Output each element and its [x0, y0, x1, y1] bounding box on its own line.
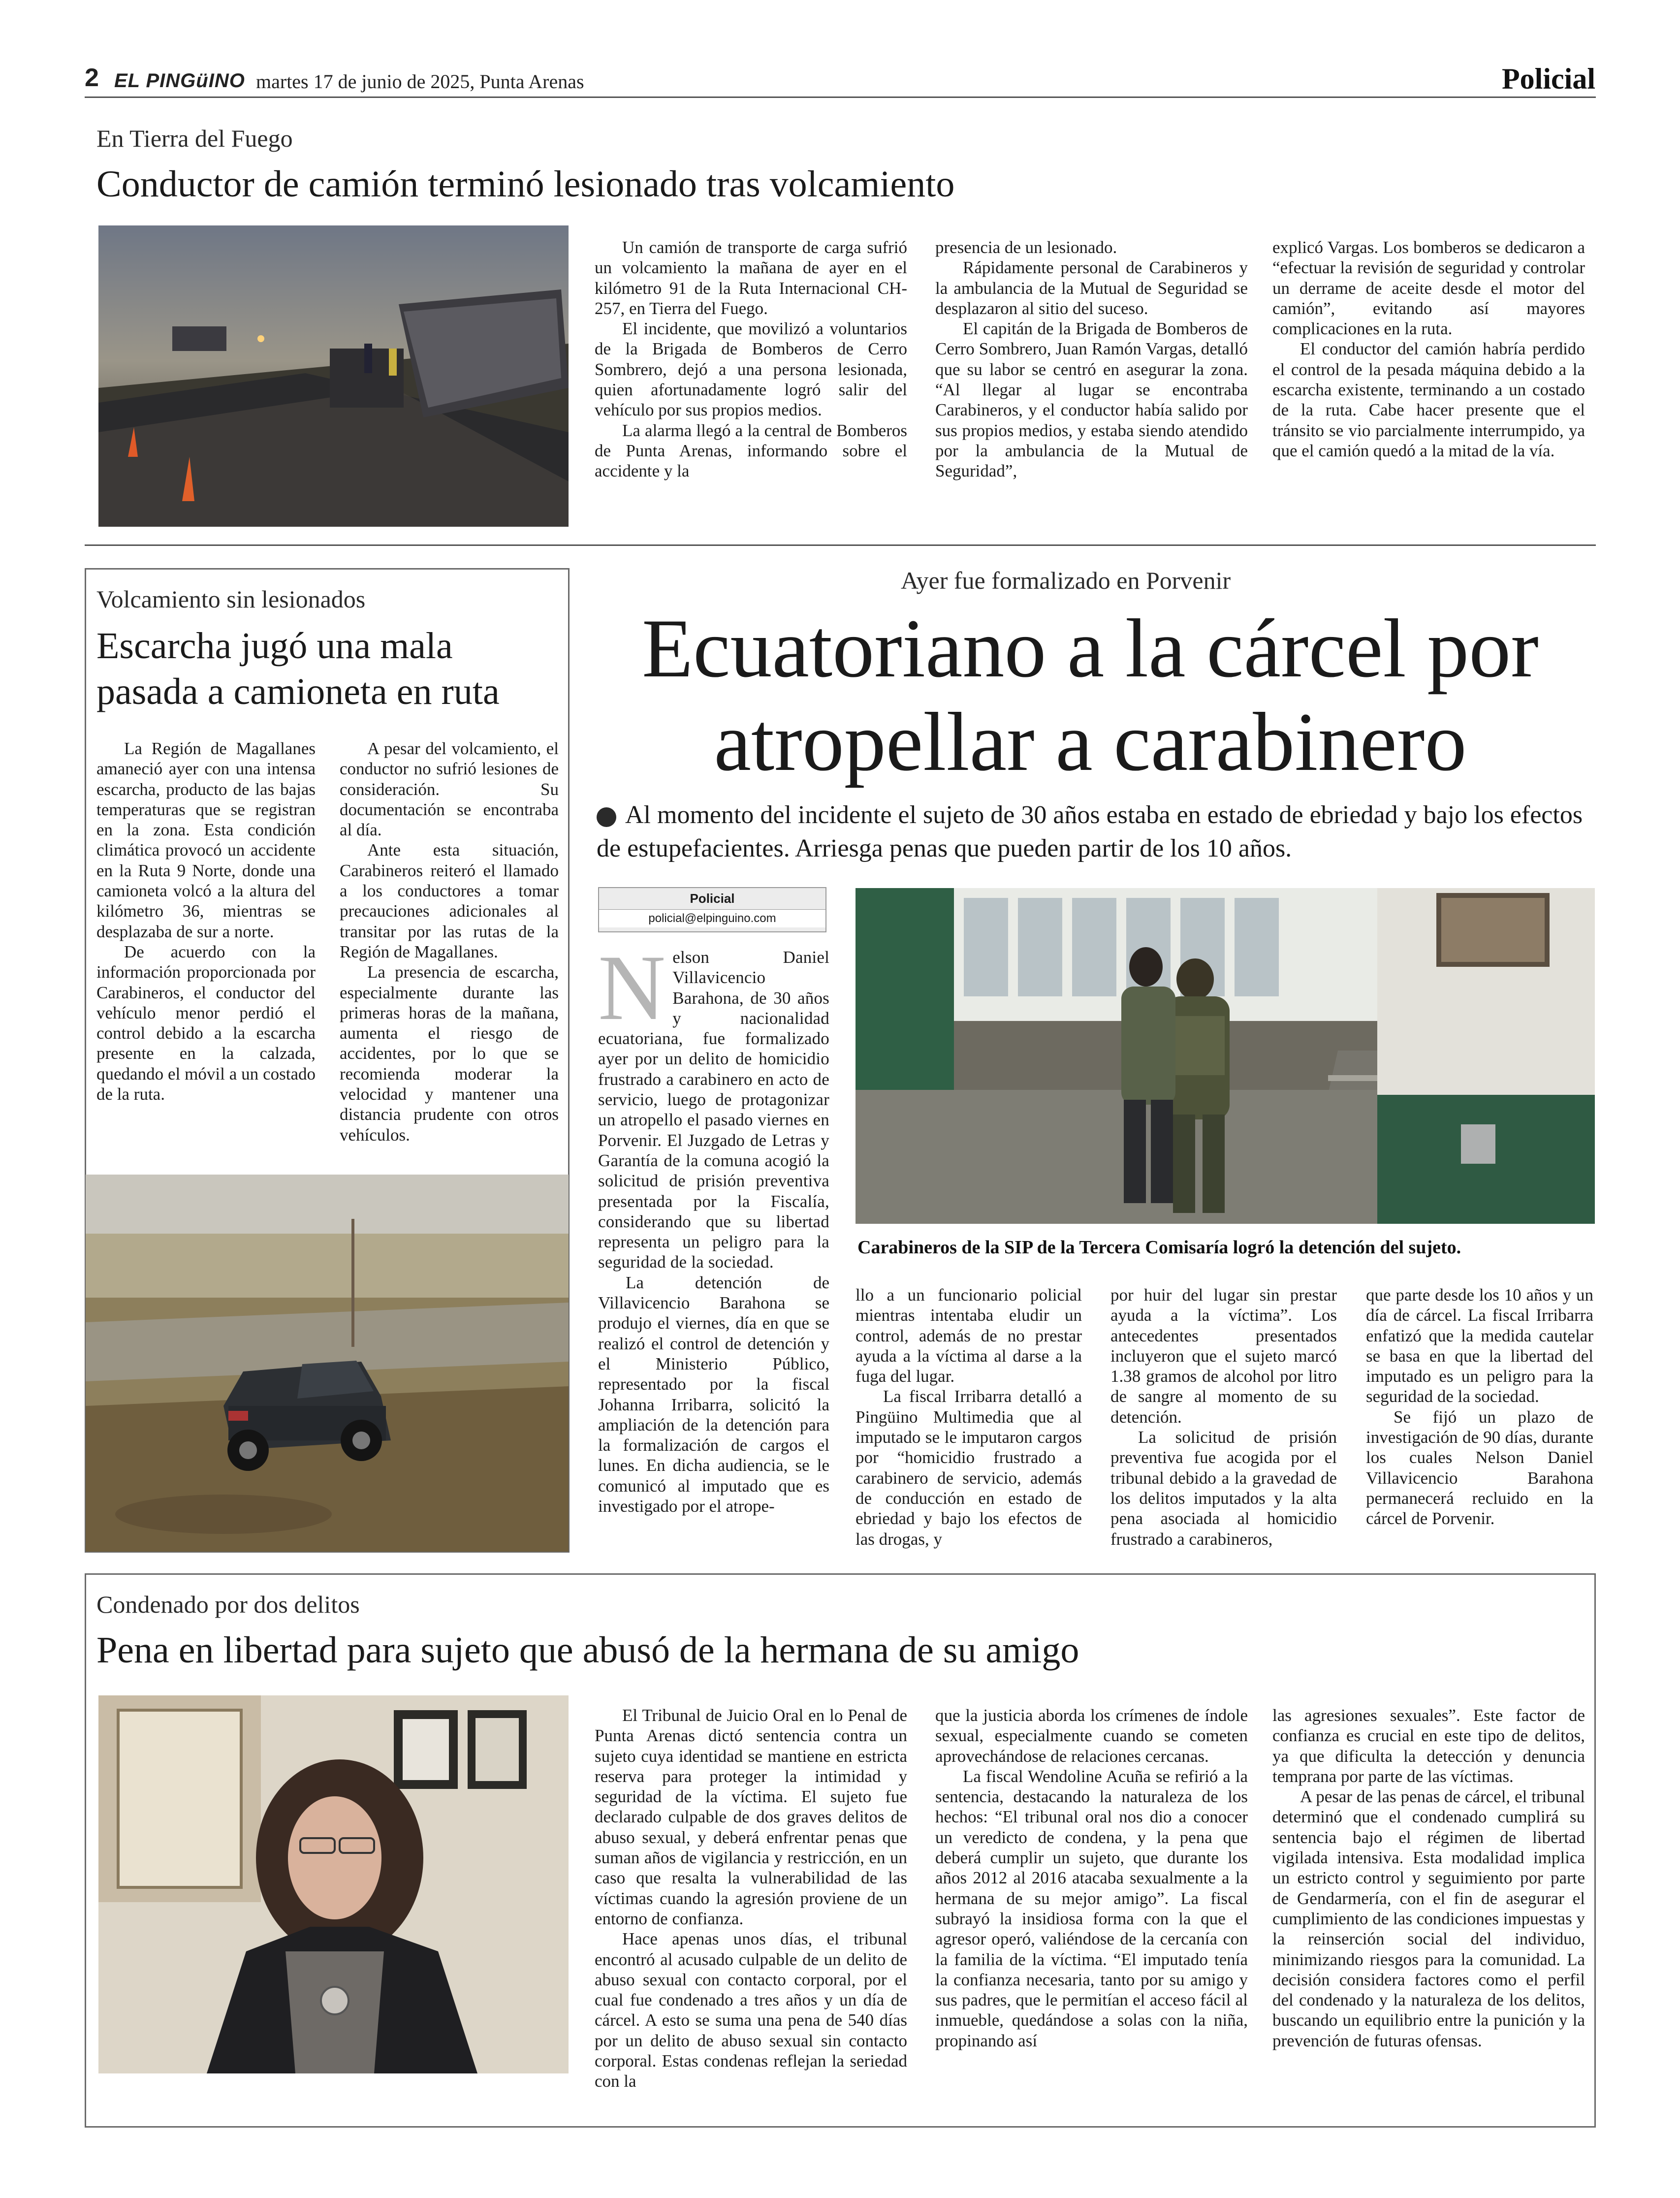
story3-column-3: [1110, 1285, 1337, 1549]
paragraph: por huir del lugar sin prestar ayuda a la víctima”. Los antecedentes presentados incluyeron que el sujeto marcó 1.38 gramos de alcohol por litro de sangre al momento de su detención.: [1110, 1285, 1337, 1427]
dateline: martes 17 de junio de 2025, Punta Arenas: [256, 70, 584, 93]
paragraph: El incidente, que movilizó a voluntarios de la Brigada de Bomberos de Cerro Sombrero, dejó a una persona lesionada, quien afortunadamente logró salir del vehículo por sus propios medios.: [595, 319, 907, 420]
story2-column-1: [96, 738, 316, 1104]
section-tag: [598, 887, 826, 932]
story1-kicker: En Tierra del Fuego: [96, 125, 293, 152]
story4-headline: Pena en libertad para sujeto que abusó de la hermana de su amigo: [96, 1629, 1079, 1671]
story1-rule: [85, 544, 1596, 546]
paragraph: Ante esta situación, Carabineros reiteró el llamado a los conductores a tomar precauciones adicionales al transitar por las rutas de la Región de Magallanes.: [340, 840, 559, 961]
page-number: 2: [85, 64, 99, 92]
tag-title: Policial: [690, 891, 735, 906]
photo-caption: Carabineros de la SIP de la Tercera Comisaría logró la detención del sujeto.: [857, 1237, 1461, 1258]
story4-column-1: [595, 1705, 907, 2092]
deck-text: Al momento del incidente el sujeto de 30 años estaba en estado de ebriedad y bajo los efectos de estupefacientes. Arriesga penas que pueden partir de los 10 años.: [597, 801, 1583, 862]
headline-line-2: atropellar a carabinero: [714, 696, 1467, 789]
carabineros-photo: [856, 888, 1595, 1224]
paragraph: que parte desde los 10 años y un día de cárcel. La fiscal Irribarra enfatizó que la medida cautelar se basa en que la libertad del imputado es un peligro para la seguridad de la sociedad.: [1366, 1285, 1593, 1406]
paragraph: A pesar del volcamiento, el conductor no sufrió lesiones de consideración. Su documentación se encontraba al día.: [340, 739, 559, 840]
story2-headline: Escarcha jugó una mala pasada a camioneta en ruta: [96, 625, 500, 712]
story1-column-3: [1272, 237, 1585, 461]
story3-column-2: [856, 1285, 1082, 1549]
paragraph: explicó Vargas. Los bomberos se dedicaron a “efectuar la revisión de seguridad y controlar un derrame de aceite desde el motor del camión”, evitando así mayores complicaciones en la ruta.: [1272, 238, 1585, 339]
paragraph: La fiscal Wendoline Acuña se refirió a la sentencia, destacando la naturaleza de los hechos: “El tribunal oral nos dio a conocer un veredicto de condena, y la pena que deberá cumplir un sujeto, que durante los años 2012 al 2016 atacaba sexualmente a la hermana de su mejor amigo”. La fiscal subrayó la insidiosa forma con la que el agresor operó, valiéndose de la cercanía con la familia de la víctima. “El imputado tenía la confianza necesaria, tanto por su amigo y sus padres, que le permitían el acceso fácil al inmueble, quedándose a solas con la niña, propinando así: [935, 1766, 1248, 2050]
bullet-icon: [597, 807, 616, 827]
paragraph: elson Daniel Villavicencio Barahona, de 30 años y nacionalidad ecuatoriana, fue formalizado ayer por un delito de homicidio frustrado a carabinero en acto de servicio, luego de protagonizar un atropello el pasado viernes en Porvenir. El Juzgado de Letras y Garantía de la comuna acogió la solicitud de prisión preventiva presentada por la Fiscalía, considerando que su libertad representa un peligro para la seguridad de la sociedad.: [598, 948, 829, 1272]
paragraph: Se fijó un plazo de investigación de 90 días, durante los cuales Nelson Daniel Villavicencio Barahona permanecerá recluido en la cárcel de Porvenir.: [1366, 1407, 1593, 1529]
paragraph: El Tribunal de Juicio Oral en lo Penal de Punta Arenas dictó sentencia contra un sujeto cuya identidad se mantiene en estricta reserva para proteger la intimidad y seguridad de la víctima. El sujeto fue declarado culpable de dos graves delitos de abuso sexual, y deberá enfrentar penas que suman años de vigilancia y restricción, en un caso que resalta la vulnerabilidad de las víctimas cuando la agresión proviene de un entorno de confianza.: [595, 1706, 907, 1928]
story3-column-4: [1366, 1285, 1593, 1529]
story3-lead-column: [598, 936, 829, 1516]
paragraph: De acuerdo con la información proporcionada por Carabineros, el conductor del vehículo menor perdió el control debido a la escarcha presente en la calzada, quedando el móvil a un costado de la ruta.: [96, 942, 316, 1104]
section-title: Policial: [1502, 63, 1595, 95]
newspaper-logo: EL PINGüINO: [114, 70, 245, 92]
story1-column-2: [935, 237, 1248, 481]
paragraph: La Región de Magallanes amaneció ayer con una intensa escarcha, producto de las bajas temperaturas que se registran en la zona. Esta condición climática provocó un accidente en la Ruta 9 Norte, donde una camioneta volcó a la altura del kilómetro 36, mientras se desplazaba de sur a norte.: [96, 739, 316, 941]
story4-kicker: Condenado por dos delitos: [96, 1591, 360, 1618]
paragraph: La detención de Villavicencio Barahona se produjo el viernes, día en que se realizó el control de detención y el Ministerio Público, representado por la fiscal Johanna Irribarra, solicitó la ampliación de la detención para la formalización de cargos el lunes. En dicha audiencia, se le comunicó al imputado que es investigado por el atrope-: [598, 1273, 829, 1516]
paragraph: La fiscal Irribarra detalló a Pingüino Multimedia que al imputado se le imputaron cargos por “homicidio frustrado a carabinero de servicio, además de conducción en estado de ebriedad y bajo los efectos de las drogas, y: [856, 1387, 1082, 1549]
header-rule: [85, 96, 1596, 98]
story4-column-3: [1272, 1705, 1585, 2051]
paragraph: que la justicia aborda los crímenes de índole sexual, especialmente cuando se cometen aprovechándose de relaciones cercanas.: [935, 1706, 1248, 1766]
tag-email[interactable]: policial@elpinguino.com: [599, 909, 825, 927]
paragraph: El conductor del camión habría perdido el control de la pesada máquina debido a la escarcha existente, terminando a un costado de la ruta. Cabe hacer presente que el tránsito se vio parcialmente interrumpido, ya que el camión quedó a la mitad de la vía.: [1272, 339, 1585, 460]
paragraph: La presencia de escarcha, especialmente durante las primeras horas de la mañana, aumenta el riesgo de accidentes, por lo que se recomienda moderar la velocidad y mantener una distancia prudente con otros vehículos.: [340, 962, 559, 1145]
paragraph: La solicitud de prisión preventiva fue acogida por el tribunal debido a la gravedad de los delitos imputados y la alta pena asociada al homicidio frustrado a carabineros,: [1110, 1428, 1337, 1549]
story2-column-2: [340, 738, 559, 1145]
paragraph: llo a un funcionario policial mientras intentaba eludir un control, además de no prestar ayuda a la víctima al darse a la fuga del lugar.: [856, 1285, 1082, 1386]
paragraph: presencia de un lesionado.: [935, 238, 1117, 257]
overturned-truck-photo: [98, 225, 569, 527]
headline-line-1: Ecuatoriano a la cárcel por: [642, 602, 1539, 695]
story3-deck: [597, 798, 1596, 865]
story1-column-1: [595, 237, 907, 481]
pickup-truck-photo: [86, 1175, 569, 1552]
story3-kicker: Ayer fue formalizado en Porvenir: [901, 567, 1231, 594]
paragraph: Rápidamente personal de Carabineros y la ambulancia de la Mutual de Seguridad se desplazaron al sitio del suceso.: [935, 258, 1248, 318]
paragraph: Un camión de transporte de carga sufrió un volcamiento la mañana de ayer en el kilómetro 91 de la Ruta Internacional CH-257, en Tierra del Fuego.: [595, 238, 907, 318]
paragraph: La alarma llegó a la central de Bomberos de Punta Arenas, informando sobre el accidente y la: [595, 420, 907, 481]
story1-headline: Conductor de camión terminó lesionado tras volcamiento: [96, 163, 955, 205]
story2-kicker: Volcamiento sin lesionados: [96, 585, 366, 613]
paragraph: A pesar de las penas de cárcel, el tribunal determinó que el condenado cumplirá su sentencia bajo el régimen de libertad vigilada intensiva. Esta modalidad implica un estricto control y seguimiento por parte de Gendarmería, con el fin de asegurar el cumplimiento de las condiciones impuestas y la reinserción social del individuo, minimizando riesgos para la comunidad. La decisión considera factores como el perfil del condenado y la naturaleza de los delitos, buscando un equilibrio entre la punición y la prevención de futuras ofensas.: [1272, 1787, 1585, 2050]
paragraph: las agresiones sexuales”. Este factor de confianza es crucial en este tipo de delitos, ya que dificulta la detección y denuncia temprana por parte de las víctimas.: [1272, 1706, 1585, 1786]
story3-headline: [591, 602, 1590, 789]
fiscal-portrait-photo: [98, 1695, 569, 2073]
dropcap: N: [598, 936, 666, 1040]
paragraph: Hace apenas unos días, el tribunal encontró al acusado culpable de un delito de abuso sexual con contacto corporal, por el cual fue condenado a tres años y un día de cárcel. A esto se suma una pena de 540 días por un delito de abuso sexual sin contacto corporal. Estas condenas reflejan la seriedad con la: [595, 1929, 907, 2091]
paragraph: El capitán de la Brigada de Bomberos de Cerro Sombrero, Juan Ramón Vargas, detalló que su labor se centró en asegurar la zona. “Al llegar al lugar se encontraba Carabineros, y el conductor había salido por sus propios medios, y estaba siendo atendido por la ambulancia de la Mutual de Seguridad”,: [935, 319, 1248, 481]
story4-column-2: [935, 1705, 1248, 2051]
